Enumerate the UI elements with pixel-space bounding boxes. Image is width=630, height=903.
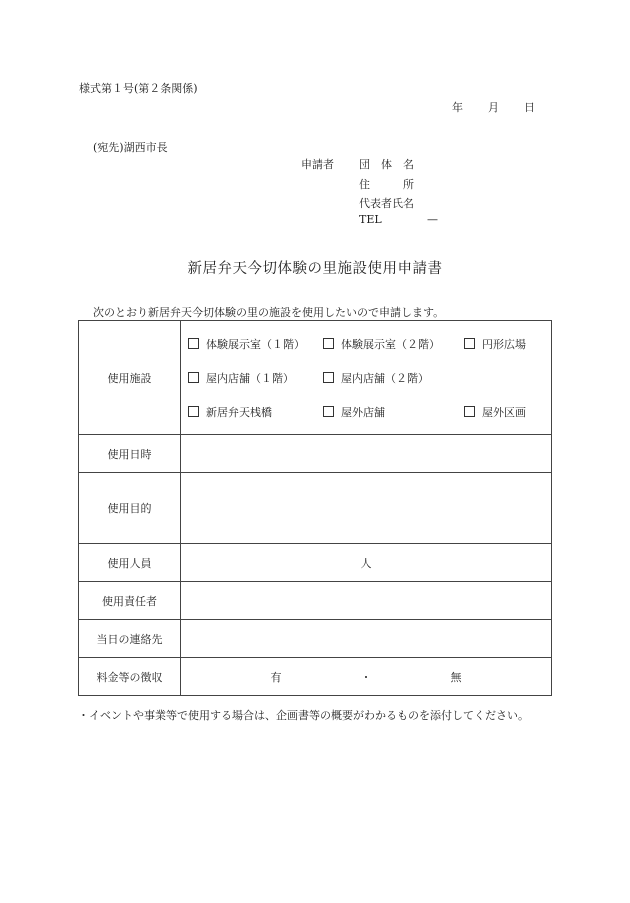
- facility-label: 新居弁天桟橋: [206, 405, 272, 419]
- fee-yes-option[interactable]: 有: [270, 670, 282, 684]
- facility-row: [181, 361, 551, 395]
- fee-cell: [181, 658, 552, 696]
- facility-option[interactable]: [323, 404, 385, 420]
- checkbox-icon[interactable]: [464, 338, 475, 349]
- manager-input[interactable]: [181, 582, 552, 620]
- contact-label: 当日の連絡先: [79, 620, 181, 658]
- facility-label: 円形広場: [482, 337, 526, 351]
- facility-option[interactable]: [188, 370, 294, 386]
- facility-option[interactable]: [464, 336, 526, 352]
- form-number: 様式第１号(第２条関係): [79, 82, 198, 95]
- date-month[interactable]: 月: [488, 101, 499, 114]
- representative-field[interactable]: [359, 195, 439, 211]
- facility-option[interactable]: [188, 336, 305, 352]
- fee-separator: ・: [360, 670, 372, 684]
- manager-label: 使用責任者: [79, 582, 181, 620]
- footnote: ・イベントや事業等で使用する場合は、企画書等の概要がわかるものを添付してください。: [78, 709, 529, 722]
- purpose-label: 使用目的: [79, 473, 181, 544]
- tel-dash: —: [427, 213, 438, 226]
- facility-option[interactable]: [464, 404, 526, 420]
- checkbox-icon[interactable]: [323, 406, 334, 417]
- applicant-label: 申請者: [301, 158, 334, 171]
- fee-no-option[interactable]: 無: [450, 670, 462, 684]
- facility-row: [181, 327, 551, 361]
- tel-label: TEL: [359, 213, 382, 226]
- facility-option[interactable]: [323, 336, 440, 352]
- application-table: [78, 320, 552, 696]
- checkbox-icon[interactable]: [464, 406, 475, 417]
- checkbox-icon[interactable]: [323, 372, 334, 383]
- facilities-cell: [181, 321, 552, 435]
- facility-label: 体験展示室（２階）: [341, 337, 440, 351]
- datetime-input[interactable]: [181, 435, 552, 473]
- date-day[interactable]: 日: [524, 101, 535, 114]
- date-year[interactable]: 年: [452, 101, 463, 114]
- intro-text: 次のとおり新居弁天今切体験の里の施設を使用したいので申請します。: [93, 306, 445, 319]
- facilities-label: 使用施設: [79, 321, 181, 435]
- facility-label: 体験展示室（１階）: [206, 337, 305, 351]
- facility-option[interactable]: [188, 404, 272, 420]
- representative-label: 代表者氏名: [359, 197, 414, 210]
- facility-label: 屋内店舗（２階）: [341, 371, 429, 385]
- checkbox-icon[interactable]: [188, 406, 199, 417]
- checkbox-icon[interactable]: [188, 338, 199, 349]
- checkbox-icon[interactable]: [323, 338, 334, 349]
- people-unit: 人: [360, 556, 372, 570]
- org-name-label: 団 体 名: [359, 158, 414, 171]
- facility-label: 屋外店舗: [341, 405, 385, 419]
- facility-option[interactable]: [323, 370, 429, 386]
- facility-label: 屋内店舗（１階）: [206, 371, 294, 385]
- facility-label: 屋外区画: [482, 405, 526, 419]
- purpose-input[interactable]: [181, 473, 552, 544]
- address-label: 住 所: [359, 178, 414, 191]
- addressee: (宛先)湖西市長: [93, 141, 168, 154]
- people-label: 使用人員: [79, 544, 181, 582]
- fee-label: 料金等の徴収: [79, 658, 181, 696]
- contact-input[interactable]: [181, 620, 552, 658]
- datetime-label: 使用日時: [79, 435, 181, 473]
- org-name-field[interactable]: [359, 156, 439, 172]
- facility-row: [181, 395, 551, 429]
- checkbox-icon[interactable]: [188, 372, 199, 383]
- document-title: 新居弁天今切体験の里施設使用申請書: [187, 261, 443, 277]
- tel-field[interactable]: [359, 213, 439, 226]
- people-input[interactable]: [181, 544, 552, 582]
- address-field[interactable]: [359, 176, 439, 192]
